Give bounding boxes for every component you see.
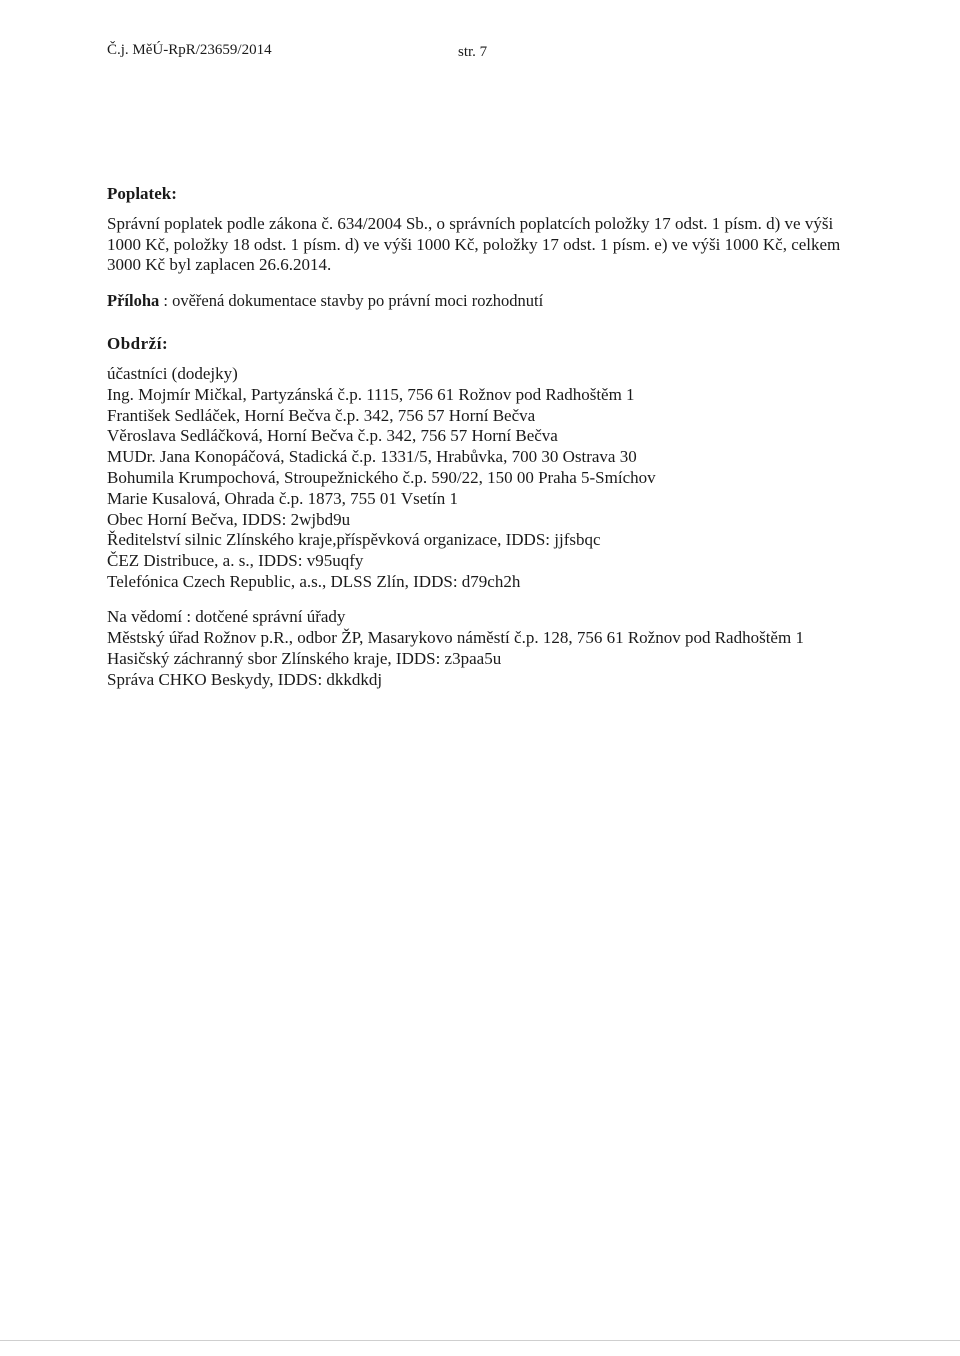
na-vedomi-line: Hasičský záchranný sbor Zlínského kraje, IDDS: z3paa5u xyxy=(107,649,502,668)
recipient-list xyxy=(107,364,656,593)
recipient-line: Bohumila Krumpochová, Stroupežnického č.p. 590/22, 150 00 Praha 5-Smíchov xyxy=(107,467,656,487)
priloha-text: : ověřená dokumentace stavby po právní moci rozhodnutí xyxy=(159,291,544,310)
recipient-line: účastníci (dodejky) xyxy=(107,364,238,383)
na-vedomi-list xyxy=(107,606,804,690)
page-bottom-rule xyxy=(0,1340,960,1341)
page-number: str. 7 xyxy=(458,44,488,60)
recipient-line: Telefónica Czech Republic, a.s., DLSS Zlín, IDDS: d79ch2h xyxy=(107,571,521,591)
recipient-line: František Sedláček, Horní Bečva č.p. 342, 756 57 Horní Bečva xyxy=(107,405,536,425)
reference-number: Č.j. MěÚ-RpR/23659/2014 xyxy=(107,42,272,58)
na-vedomi-line: Městský úřad Rožnov p.R., odbor ŽP, Masarykovo náměstí č.p. 128, 756 61 Rožnov pod Radhoštěm 1 xyxy=(107,628,804,647)
na-vedomi-line: Správa CHKO Beskydy, IDDS: dkkdkdj xyxy=(107,670,383,689)
priloha-line xyxy=(107,291,543,311)
priloha-label: Příloha xyxy=(107,291,160,310)
recipient-line: Obec Horní Bečva, IDDS: 2wjbd9u xyxy=(107,509,351,529)
na-vedomi-line: Na vědomí : dotčené správní úřady xyxy=(107,607,346,626)
poplatek-heading: Poplatek: xyxy=(107,184,177,203)
poplatek-paragraph: Správní poplatek podle zákona č. 634/2004 Sb., o správních poplatcích položky 17 odst. 1 písm. d) ve výši 1000 Kč, položky 18 odst. 1 písm. d) ve výši 1000 Kč, položky 17 odst. 1 písm. e) ve výši 1000 Kč, celkem 3000 Kč byl zaplacen 26.6.2014. xyxy=(107,214,841,274)
recipient-line: Věroslava Sedláčková, Horní Bečva č.p. 342, 756 57 Horní Bečva xyxy=(107,426,558,446)
recipient-line: Ing. Mojmír Mičkal, Partyzánská č.p. 1115, 756 61 Rožnov pod Radhoštěm 1 xyxy=(107,384,635,404)
obdrzi-heading: Obdrží: xyxy=(107,334,169,353)
recipient-line: Marie Kusalová, Ohrada č.p. 1873, 755 01 Vsetín 1 xyxy=(107,488,458,508)
recipient-line: MUDr. Jana Konopáčová, Stadická č.p. 1331/5, Hrabůvka, 700 30 Ostrava 30 xyxy=(107,447,637,467)
recipient-line: ČEZ Distribuce, a. s., IDDS: v95uqfy xyxy=(107,551,364,571)
recipient-line: Ředitelství silnic Zlínského kraje,příspěvková organizace, IDDS: jjfsbqc xyxy=(107,530,601,550)
